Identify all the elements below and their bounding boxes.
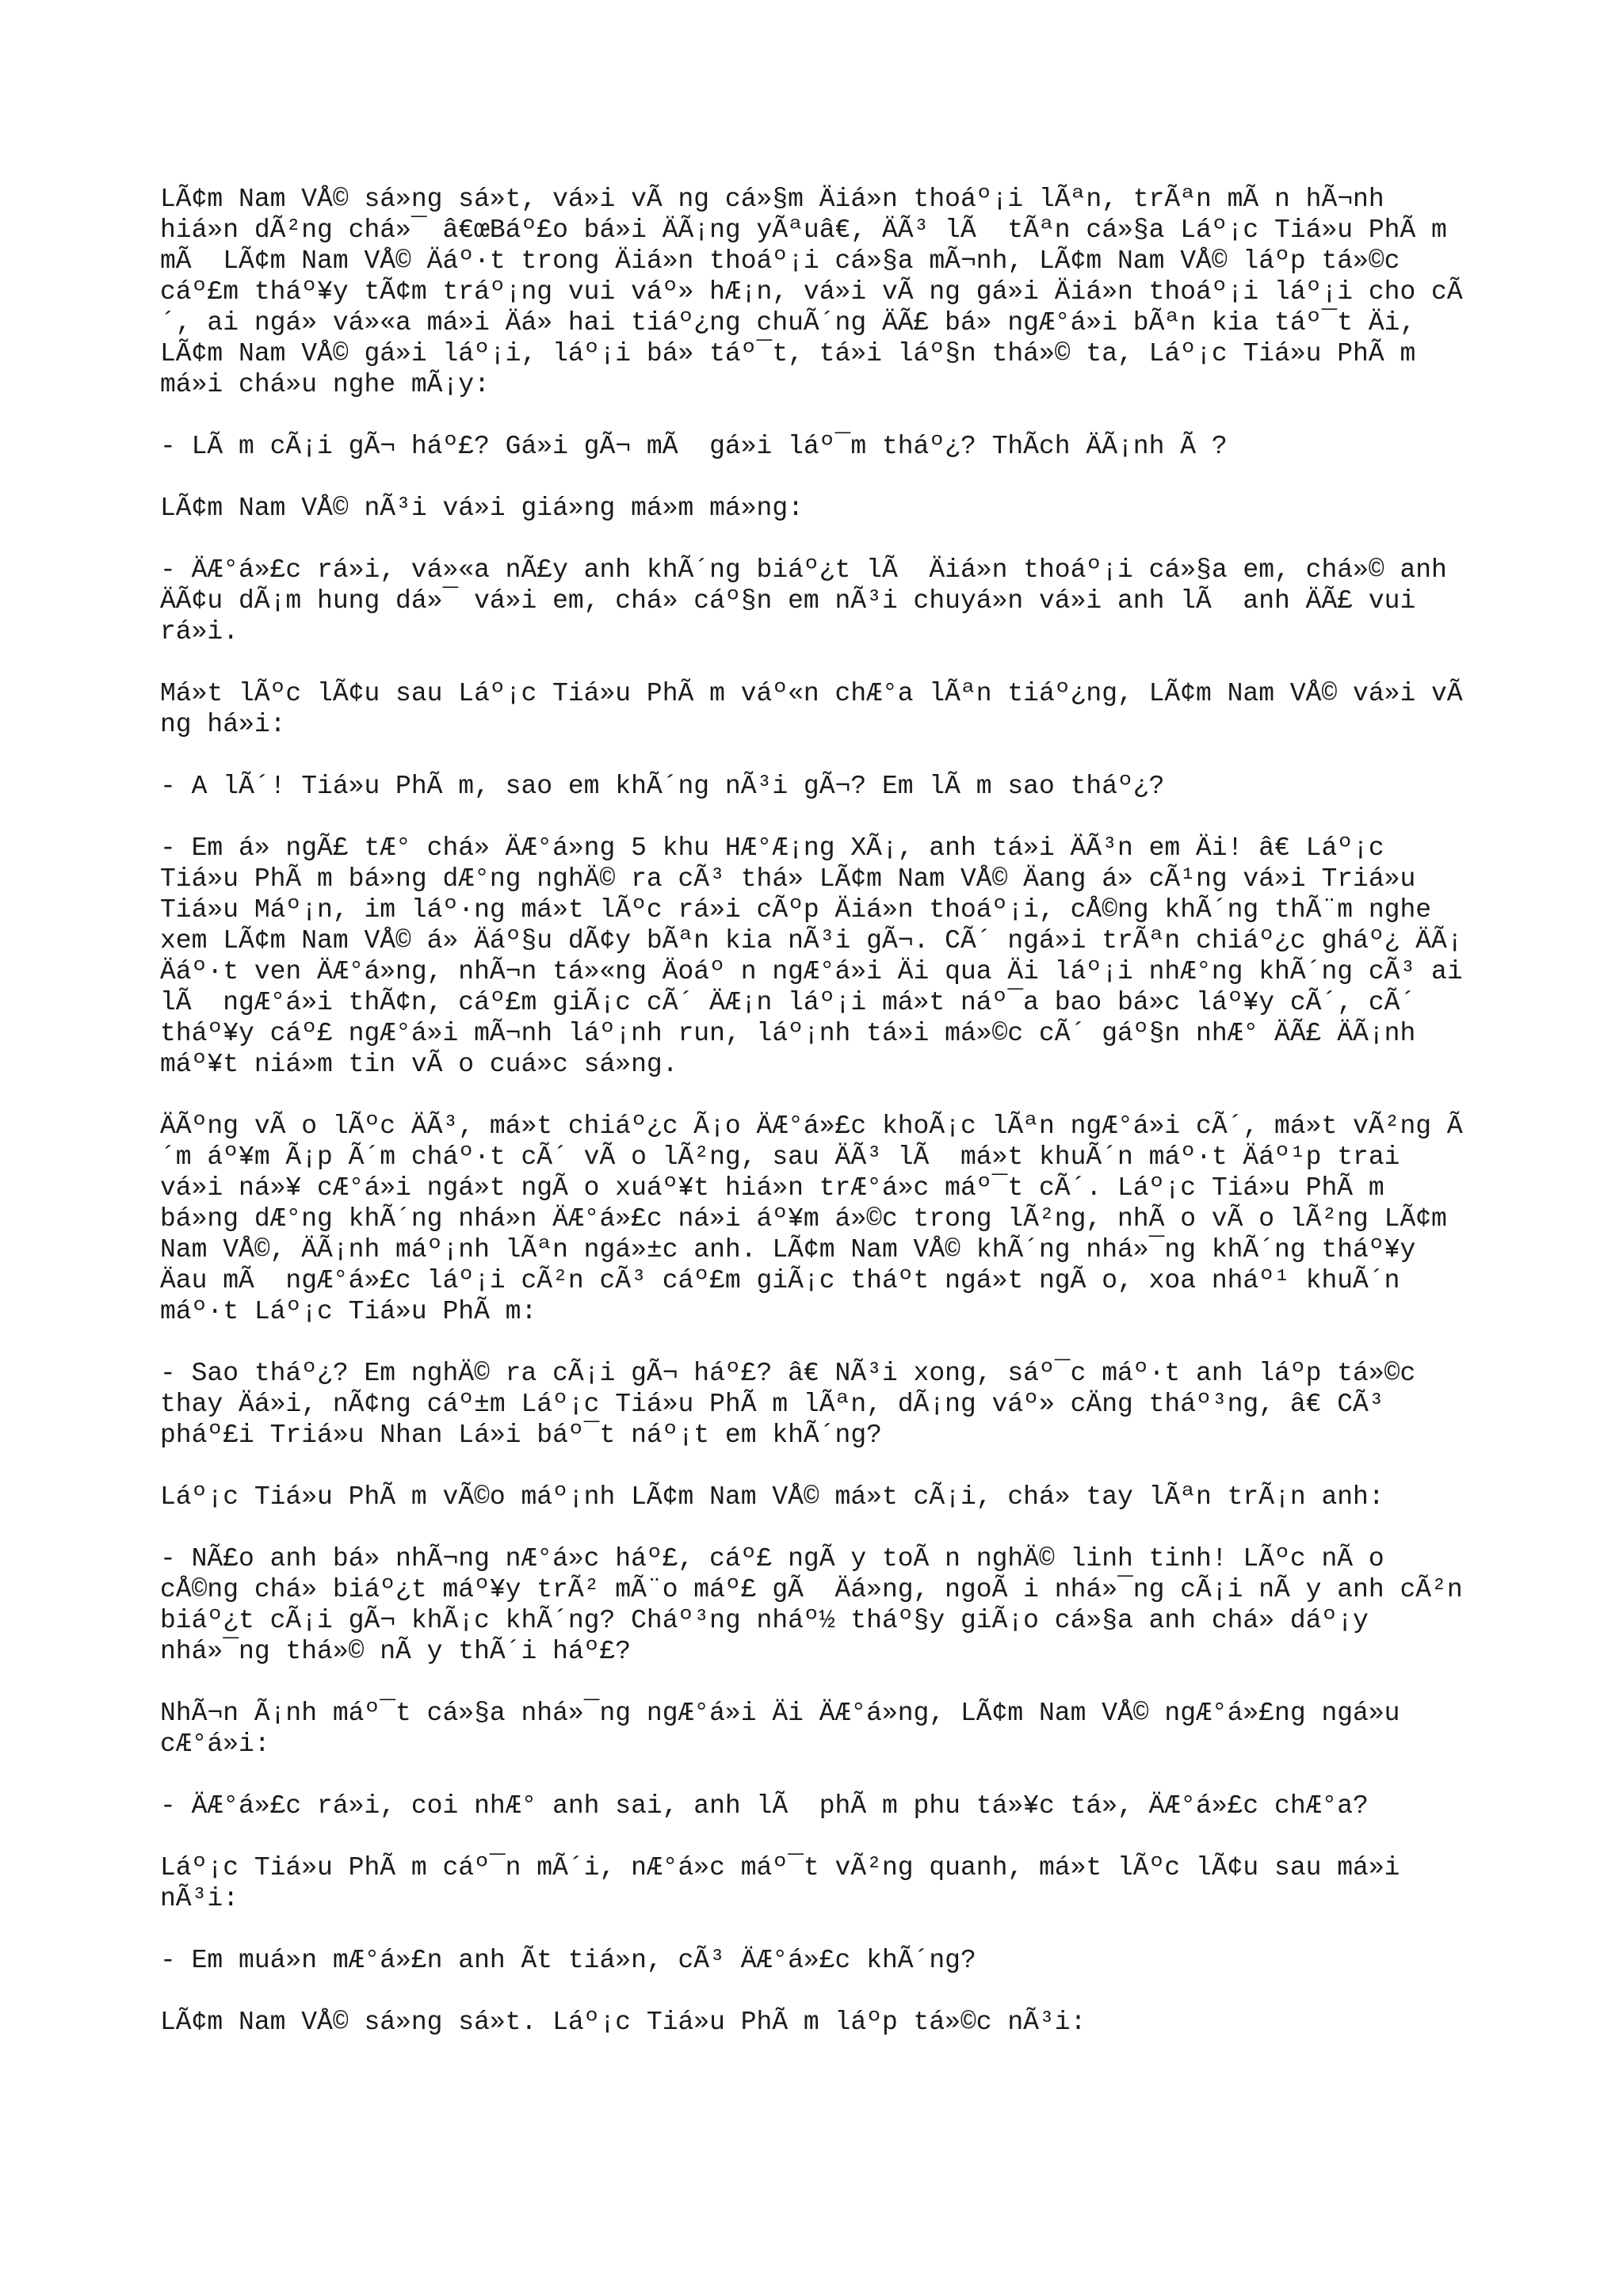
paragraph: - Em muá»n mÆ°á»£n anh Ãt tiá»n, cÃ³ ÄÆ°á»£c khÃ´ng? [160,1946,976,1975]
paragraph: Láº¡c Tiá»u PhÃ m cáº¯n mÃ´i, nÆ°á»c máº¯t vÃ²ng quanh, má»t lÃºc lÃ¢u sau má»i nÃ³i: [160,1853,1416,1913]
paragraph: - Em á» ngÃ£ tÆ° chá» ÄÆ°á»ng 5 khu HÆ°Æ¡ng XÃ¡, anh tá»i ÄÃ³n em Äi! â€ Láº¡c Tiá»u PhÃ m bá»ng dÆ°ng nghÄ© ra cÃ³ thá» LÃ¢m Nam VÅ© Äang á» cÃ¹ng vá»i Triá»u Tiá»u Máº¡n, im láº·ng má»t lÃºc rá»i cÃºp Äiá»n thoáº¡i, cÅ©ng khÃ´ng thÃ¨m nghe xem LÃ¢m Nam VÅ© á» Äáº§u dÃ¢y bÃªn kia nÃ³i gÃ¬. CÃ´ ngá»i trÃªn chiáº¿c gháº¿ ÄÃ¡ Äáº·t ven ÄÆ°á»ng, nhÃ¬n tá»«ng Äoáº n ngÆ°á»i Äi qua Äi láº¡i nhÆ°ng khÃ´ng cÃ³ ai lÃ ngÆ°á»i thÃ¢n, cáº£m giÃ¡c cÃ´ ÄÆ¡n láº¡i má»t náº¯a bao bá»c láº¥y cÃ´, cÃ´ tháº¥y cáº£ ngÆ°á»i mÃ¬nh láº¡nh run, láº¡nh tá»i má»©c cÃ´ gáº§n nhÆ° ÄÃ£ ÄÃ¡nh máº¥t niá»m tin vÃ o cuá»c sá»ng. [160,833,1479,1079]
paragraph: - LÃ m cÃ¡i gÃ¬ háº£? Gá»i gÃ¬ mÃ gá»i láº¯m tháº¿? ThÃch ÄÃ¡nh Ã ? [160,432,1228,461]
document-body [160,184,1479,2069]
paragraph: ÄÃºng vÃ o lÃºc ÄÃ³, má»t chiáº¿c Ã¡o ÄÆ°á»£c khoÃ¡c lÃªn ngÆ°á»i cÃ´, má»t vÃ²ng Ã´m áº¥m Ã¡p Ã´m cháº·t cÃ´ vÃ o lÃ²ng, sau ÄÃ³ lÃ má»t khuÃ´n máº·t Äáº¹p trai vá»i ná»¥ cÆ°á»i ngá»t ngÃ o xuáº¥t hiá»n trÆ°á»c máº¯t cÃ´. Láº¡c Tiá»u PhÃ m bá»ng dÆ°ng khÃ´ng nhá»n ÄÆ°á»£c ná»i áº¥m á»©c trong lÃ²ng, nhÃ o vÃ o lÃ²ng LÃ¢m Nam VÅ©, ÄÃ¡nh máº¡nh lÃªn ngá»±c anh. LÃ¢m Nam VÅ© khÃ´ng nhá»¯ng khÃ´ng tháº¥y Äau mÃ ngÆ°á»£c láº¡i cÃ²n cÃ³ cáº£m giÃ¡c tháºt ngá»t ngÃ o, xoa nháº¹ khuÃ´n máº·t Láº¡c Tiá»u PhÃ m: [160,1112,1463,1326]
paragraph: LÃ¢m Nam VÅ© nÃ³i vá»i giá»ng má»m má»ng: [160,494,804,523]
paragraph: Láº¡c Tiá»u PhÃ m vÃ©o máº¡nh LÃ¢m Nam VÅ© má»t cÃ¡i, chá» tay lÃªn trÃ¡n anh: [160,1482,1384,1512]
paragraph: - NÃ£o anh bá» nhÃ¬ng nÆ°á»c háº£, cáº£ ngÃ y toÃ n nghÄ© linh tinh! LÃºc nÃ o cÅ©ng chá» biáº¿t máº¥y trÃ² mÃ¨o máº£ gÃ Äá»ng, ngoÃ i nhá»¯ng cÃ¡i nÃ y anh cÃ²n biáº¿t cÃ¡i gÃ¬ khÃ¡c khÃ´ng? Cháº³ng nháº½ tháº§y giÃ¡o cá»§a anh chá» dáº¡y nhá»¯ng thá»© nÃ y thÃ´i háº£? [160,1544,1479,1666]
paragraph: - ÄÆ°á»£c rá»i, coi nhÆ° anh sai, anh lÃ phÃ m phu tá»¥c tá», ÄÆ°á»£c chÆ°a? [160,1791,1369,1821]
paragraph: LÃ¢m Nam VÅ© sá»ng sá»t, vá»i vÃ ng cá»§m Äiá»n thoáº¡i lÃªn, trÃªn mÃ n hÃ¬nh hiá»n dÃ²ng chá»¯ â€œBáº£o bá»i ÄÃ¡ng yÃªuâ€, ÄÃ³ lÃ tÃªn cá»§a Láº¡c Tiá»u PhÃ m mÃ LÃ¢m Nam VÅ© Äáº·t trong Äiá»n thoáº¡i cá»§a mÃ¬nh, LÃ¢m Nam VÅ© láºp tá»©c cáº£m tháº¥y tÃ¢m tráº¡ng vui váº» hÆ¡n, vá»i vÃ ng gá»i Äiá»n thoáº¡i láº¡i cho cÃ´, ai ngá» vá»«a má»i Äá» hai tiáº¿ng chuÃ´ng ÄÃ£ bá» ngÆ°á»i bÃªn kia táº¯t Äi, LÃ¢m Nam VÅ© gá»i láº¡i, láº¡i bá» táº¯t, tá»i láº§n thá»© ta, Láº¡c Tiá»u PhÃ m má»i chá»u nghe mÃ¡y: [160,185,1463,399]
paragraph: Má»t lÃºc lÃ¢u sau Láº¡c Tiá»u PhÃ m váº«n chÆ°a lÃªn tiáº¿ng, LÃ¢m Nam VÅ© vá»i vÃ ng há»i: [160,679,1479,739]
paragraph: NhÃ¬n Ã¡nh máº¯t cá»§a nhá»¯ng ngÆ°á»i Äi ÄÆ°á»ng, LÃ¢m Nam VÅ© ngÆ°á»£ng ngá»u cÆ°á»i: [160,1699,1416,1759]
paragraph: - Sao tháº¿? Em nghÄ© ra cÃ¡i gÃ¬ háº£? â€ NÃ³i xong, sáº¯c máº·t anh láºp tá»©c thay Äá»i, nÃ¢ng cáº±m Láº¡c Tiá»u PhÃ m lÃªn, dÃ¡ng váº» cÄng tháº³ng, â€ CÃ³ pháº£i Triá»u Nhan Lá»i báº¯t náº¡t em khÃ´ng? [160,1359,1432,1450]
paragraph: - ÄÆ°á»£c rá»i, vá»«a nÃ£y anh khÃ´ng biáº¿t lÃ Äiá»n thoáº¡i cá»§a em, chá»© anh ÄÃ¢u dÃ¡m hung dá»¯ vá»i em, chá» cáº§n em nÃ³i chuyá»n vá»i anh lÃ anh ÄÃ£ vui rá»i. [160,555,1463,646]
paragraph: - A lÃ´! Tiá»u PhÃ m, sao em khÃ´ng nÃ³i gÃ¬? Em lÃ m sao tháº¿? [160,772,1165,801]
paragraph: LÃ¢m Nam VÅ© sá»ng sá»t. Láº¡c Tiá»u PhÃ m láºp tá»©c nÃ³i: [160,2008,1086,2037]
